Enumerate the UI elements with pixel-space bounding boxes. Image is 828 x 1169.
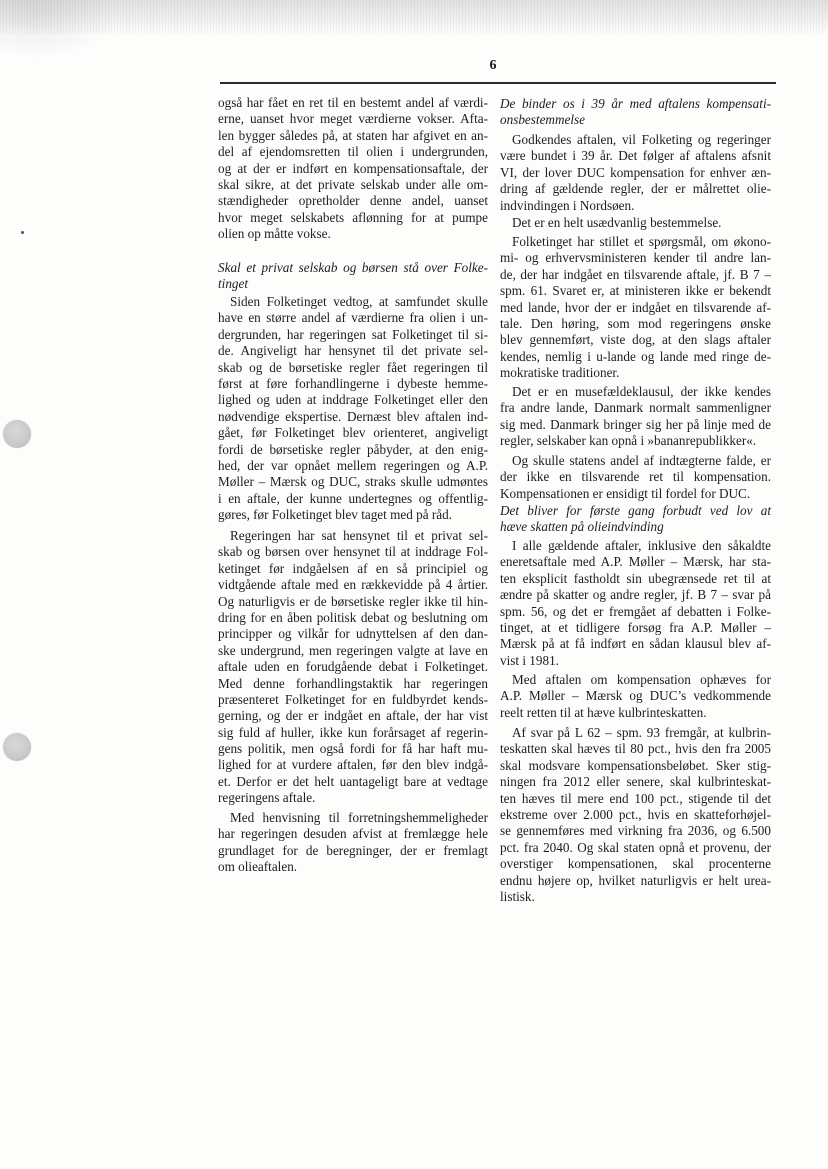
text-line: skab og børsen over hensynet til at inddrage Fol- xyxy=(218,544,488,560)
paragraph xyxy=(500,725,771,905)
text-line: listisk. xyxy=(500,888,535,904)
text-line: endnu højere op, hvilket naturligvis er helt urea- xyxy=(500,872,771,888)
text-line: mokratiske traditioner. xyxy=(500,365,620,381)
text-line: præsenteret Folketinget for en fuldbyrdet kends- xyxy=(218,691,488,707)
text-line: Det er en musefældeklausul, der ikke kendes xyxy=(512,384,771,399)
text-line: principper og vilkår for udnyttelsen af den dan- xyxy=(218,626,488,642)
text-line: stændigheder opretholder denne andel, uanset xyxy=(218,193,488,209)
text-line: have en større andel af værdierne fra olien i un- xyxy=(218,310,488,326)
scan-speck xyxy=(21,231,24,234)
text-line: overstiger kompensationen, skal procenterne xyxy=(500,856,771,872)
section-heading xyxy=(500,96,771,129)
text-line: regeringens aftale. xyxy=(218,790,316,806)
text-line: Møller – Mærsk og DUC, straks skulle udmøntes xyxy=(218,474,488,490)
text-line: med lande, hvor der er indgået en tilsvarende af- xyxy=(500,299,771,315)
text-line: der ikke en tilsvarende ret til kompensation. xyxy=(500,469,771,485)
text-line: VI, der lover DUC kompensation for enhver æn- xyxy=(500,164,771,180)
text-line: Regeringen har sat hensynet til et privat sel- xyxy=(230,528,488,543)
text-line: regler, selskaber kan opnå i »bananrepublikker«. xyxy=(500,433,757,449)
paragraph xyxy=(500,453,771,502)
text-line: spm. 56, og det er fremgået af debatten i Folke- xyxy=(500,603,771,619)
text-line: ekstreme over 2.000 pct., hvis en skatteforhøjel- xyxy=(500,806,771,822)
paragraph xyxy=(500,132,771,214)
section-heading xyxy=(218,260,488,293)
text-line: ketinget før indgåelsen af en så principiel og xyxy=(218,560,488,576)
heading-line: onsbestemmelse xyxy=(500,112,585,128)
text-line: ningen fra 2012 eller senere, skal kulbrinteskat- xyxy=(500,774,771,790)
text-line: teskatten skal hæves til 80 pct., hvis den fra 2005 xyxy=(500,741,771,757)
right-text-column xyxy=(500,0,771,1169)
text-line: fordi de børsetiske regler påbyder, at den enig- xyxy=(218,441,488,457)
text-line: sig fuld af huller, ikke kun forårsaget af regerin- xyxy=(218,724,488,740)
text-line: Med denne forhandlingstaktik har regeringen xyxy=(218,675,488,691)
paragraph xyxy=(218,294,488,523)
text-line: Folketinget har stillet et spørgsmål, om økono- xyxy=(512,234,771,249)
paragraph xyxy=(500,538,771,669)
text-line: Kompensationen er ensidigt til fordel for DUC. xyxy=(500,485,751,501)
text-line: i en aftale, der kunne undertegnes og offentlig- xyxy=(218,490,488,506)
text-line: pct. fra 2040. Og skal staten opnå et provenu, der xyxy=(500,839,771,855)
text-line: gerning, og der er indgået en aftale, der har vist xyxy=(218,708,488,724)
text-line: ske undergrund, men regeringen valgte at lave en xyxy=(218,642,488,658)
text-line: har regeringen desuden afvist at fremlægge hele xyxy=(218,826,488,842)
text-line: gøres, før Folketinget blev taget med på råd. xyxy=(218,507,453,523)
text-line: hvor meget selskabets aflønning for at pumpe xyxy=(218,209,488,225)
text-line: Mærsk på at få indført en sådan klausul blev af- xyxy=(500,636,771,652)
heading-line: De binder os i 39 år med aftalens kompensati- xyxy=(500,96,771,111)
heading-line: hæve skatten på olieindvinding xyxy=(500,519,664,535)
text-line: skal modsvare kompensationsbeløbet. Sker stig- xyxy=(500,757,771,773)
text-line: dring af gældende regler, der er målrettet olie- xyxy=(500,181,771,197)
text-line: se gennemføres med virkning fra 2036, og 6.500 xyxy=(500,823,771,839)
text-line: blev gennemført, viste dog, at den slags aftaler xyxy=(500,332,771,348)
text-line: len bygger således på, at staten har afgivet en an- xyxy=(218,127,488,143)
heading-line: Det bliver for første gang forbudt ved lov at xyxy=(500,503,771,518)
text-line: mi- og erhvervsministeren kender til andre lan- xyxy=(500,250,771,266)
text-line: lighed og uden at inddrage Folketinget eller den xyxy=(218,392,488,408)
text-line: spm. 61. Svaret er, at ministeren ikke er bekendt xyxy=(500,283,771,299)
text-line: og at der er indført en kompensationsaftale, der xyxy=(218,160,488,176)
scan-noise-corner xyxy=(0,0,120,60)
text-line: skab og de børsetiske regler fået regeringen til xyxy=(218,359,488,375)
left-text-column xyxy=(218,0,488,1169)
paragraph xyxy=(500,384,771,450)
text-line: Med henvisning til forretningshemmeligheder xyxy=(230,810,488,825)
text-line: ændre på skatter og andre regler, jf. B 7 – svar på xyxy=(500,587,771,603)
text-line: del af ejendomsretten til olien i undergrunden, xyxy=(218,144,488,160)
text-line: hed, der var opnået mellem regeringen og A.P. xyxy=(218,457,488,473)
text-line: skal sikre, at det private selskab under alle om- xyxy=(218,176,488,192)
text-line: reelt retten til at hæve kulbrinteskatten. xyxy=(500,704,707,720)
text-line: fra andre lande, Danmark normalt sammenligner xyxy=(500,400,771,416)
text-line: vist i 1981. xyxy=(500,652,559,668)
text-line: Det er en helt usædvanlig bestemmelse. xyxy=(512,215,722,230)
text-line: først at føre forhandlingerne i dybeste hemme- xyxy=(218,375,488,391)
text-line: tinget, at et tidligere forsøg fra A.P. Møller – xyxy=(500,619,771,635)
text-line: de, der har indgået en tilsvarende aftale, jf. B 7 – xyxy=(500,266,771,282)
text-line: et. Derfor er det helt uantageligt bare at vedtage xyxy=(218,773,488,789)
text-line: gens politik, men også fordi for få har haft mu- xyxy=(218,741,488,757)
text-line: grundlaget for de beregninger, der er fremlagt xyxy=(218,842,488,858)
text-line: ten hæves til mere end 100 pct., stigende til det xyxy=(500,790,771,806)
text-line: Med aftalen om kompensation ophæves for xyxy=(512,672,771,687)
text-line: Af svar på L 62 – spm. 93 fremgår, at kulbrin- xyxy=(512,725,771,740)
text-line: Siden Folketinget vedtog, at samfundet skulle xyxy=(230,294,488,309)
text-line: ten eksplicit fastholdt sin ubegrænsede ret til at xyxy=(500,570,771,586)
text-line: eneretsaftale med A.P. Møller – Mærsk, har sta- xyxy=(500,554,771,570)
paragraph xyxy=(218,810,488,876)
section-heading xyxy=(500,503,771,536)
text-line: kendes, nemlig i u-lande og lande med ringe de- xyxy=(500,348,771,364)
text-line: nødvendige ekspertise. Dernæst blev aftalen ind- xyxy=(218,408,488,424)
text-line: gået, før Folketinget blev orienteret, angiveligt xyxy=(218,425,488,441)
text-line: Og naturligvis er de børsetiske regler ikke til hin- xyxy=(218,593,488,609)
text-line: I alle gældende aftaler, inklusive den såkaldte xyxy=(512,538,771,553)
punch-hole xyxy=(3,733,31,761)
heading-line: tinget xyxy=(218,276,249,292)
text-line: Godkendes aftalen, vil Folketing og regeringer xyxy=(512,132,771,147)
paragraph xyxy=(218,528,488,807)
text-line: tale. Den høring, som mod regeringens ønske xyxy=(500,315,771,331)
punch-hole xyxy=(3,420,31,448)
text-line: olien op måtte vokse. xyxy=(218,226,331,242)
heading-line: Skal et privat selskab og børsen stå over Folke- xyxy=(218,260,488,275)
text-line: være bundet i 39 år. Det følger af aftalens afsnit xyxy=(500,148,771,164)
text-line: indvindingen i Nordsøen. xyxy=(500,197,635,213)
paragraph xyxy=(218,95,488,243)
page-number: 6 xyxy=(489,58,497,73)
text-line: de. Angiveligt har hensynet til det private sel- xyxy=(218,343,488,359)
paragraph xyxy=(500,215,771,231)
text-line: også har fået en ret til en bestemt andel af værdi- xyxy=(218,95,488,110)
text-line: dergrunden, har regeringen sat Folketinget til si- xyxy=(218,326,488,342)
text-line: dring for en åben politisk debat og beslutning om xyxy=(218,609,488,625)
text-line: aftale uden en forudgående debat i Folketinget. xyxy=(218,659,488,675)
text-line: Og skulle statens andel af indtægterne falde, er xyxy=(512,453,771,468)
text-line: A.P. Møller – Mærsk og DUC’s vedkommende xyxy=(500,688,771,704)
text-line: vidtgående aftale med en rækkevidde på 4 årtier. xyxy=(218,577,488,593)
paragraph xyxy=(500,234,771,382)
text-line: sig med. Danmark bringer sig her på linje med de xyxy=(500,416,771,432)
text-line: erne, uanset hvor meget værdierne vokser. Afta- xyxy=(218,111,488,127)
paragraph xyxy=(500,672,771,721)
text-line: lighed for at vurdere aftalen, før den blev indgå- xyxy=(218,757,488,773)
text-line: om olieaftalen. xyxy=(218,859,298,875)
